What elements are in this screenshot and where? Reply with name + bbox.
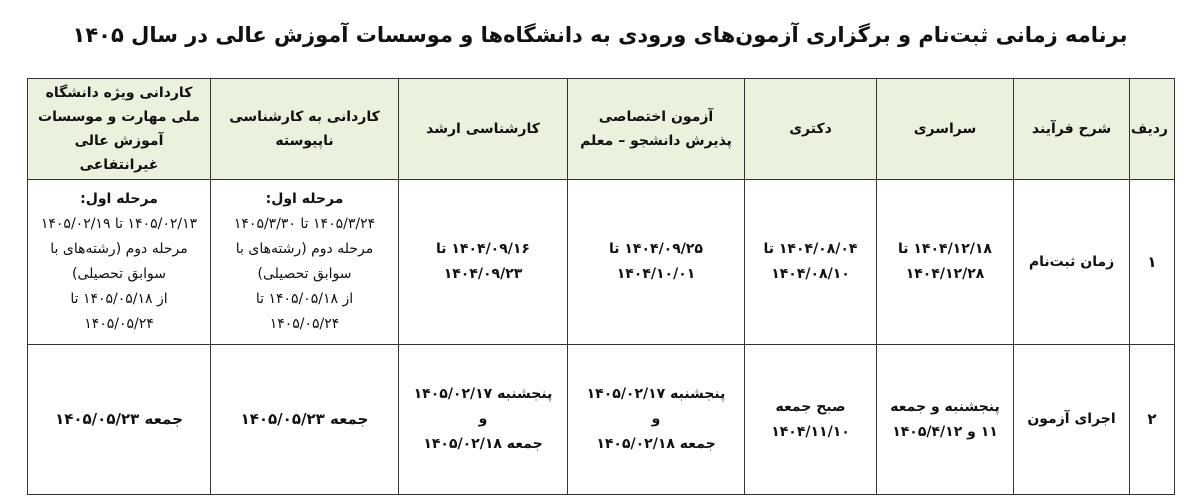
- cell-masters: [399, 180, 568, 345]
- row-process: اجرای آزمون: [1014, 345, 1130, 495]
- cell-line: مرحله اول:: [80, 191, 158, 207]
- cell-teacher: [568, 345, 745, 495]
- header-masters: کارشناسی ارشد: [399, 79, 568, 180]
- cell-associate-special: [28, 180, 211, 345]
- row-process: زمان ثبت‌نام: [1014, 180, 1130, 345]
- cell-line: ۱۴۰۵/۰۵/۲۴: [84, 316, 154, 332]
- cell-line: ۱۴۰۴/۰۸/۱۰: [771, 266, 850, 282]
- cell-line: مرحله دوم (رشته‌های با: [50, 241, 188, 257]
- cell-associate-to-bachelor: [211, 180, 399, 345]
- cell-line: صبح جمعه: [775, 398, 846, 415]
- cell-associate-to-bachelor: [211, 345, 399, 495]
- header-process: شرح فرآیند: [1014, 79, 1130, 180]
- cell-line: پنجشنبه ۱۴۰۵/۰۲/۱۷: [413, 386, 553, 402]
- cell-line: ۱۴۰۴/۱۰/۰۱: [616, 266, 696, 282]
- schedule-table: [27, 78, 1175, 495]
- cell-line: و: [478, 411, 488, 427]
- header-associate-special: کاردانی ویژه دانشگاه ملی مهارت و موسسات آموزش عالی غیرانتفاعی: [28, 79, 211, 180]
- cell-masters: [399, 345, 568, 495]
- cell-line: و: [651, 411, 661, 427]
- cell-line: ۱۴۰۵/۳/۲۴ تا ۱۴۰۵/۳/۳۰: [233, 216, 376, 232]
- cell-line: جمعه ۱۴۰۵/۰۵/۲۳: [240, 410, 369, 428]
- cell-line: ۱۴۰۴/۱۱/۱۰: [771, 423, 850, 440]
- row-index: ۲: [1130, 345, 1175, 495]
- cell-line: مرحله اول:: [265, 191, 344, 207]
- cell-line: از ۱۴۰۵/۰۵/۱۸ تا: [255, 291, 354, 307]
- cell-doctorate: [745, 180, 877, 345]
- cell-line: جمعه ۱۴۰۵/۰۲/۱۸: [596, 436, 716, 452]
- cell-sarasari: [877, 345, 1014, 495]
- header-teacher: آزمون اختصاصی پذیرش دانشجو – معلم: [568, 79, 745, 180]
- cell-line: ۱۴۰۵/۰۲/۱۳ تا ۱۴۰۵/۰۲/۱۹: [40, 216, 198, 232]
- cell-line: ۱۴۰۴/۰۹/۲۳: [443, 266, 523, 282]
- cell-line: سوابق تحصیلی): [257, 266, 352, 282]
- cell-line: جمعه ۱۴۰۵/۰۲/۱۸: [423, 436, 543, 452]
- table-row: [28, 345, 1175, 495]
- cell-line: ۱۴۰۵/۰۵/۲۴: [269, 316, 340, 332]
- cell-teacher: [568, 180, 745, 345]
- header-doctorate: دکتری: [745, 79, 877, 180]
- cell-line: ۱۴۰۴/۰۹/۲۵ تا: [609, 241, 703, 257]
- cell-line: ۱۴۰۴/۰۹/۱۶ تا: [436, 241, 530, 257]
- table-header-row: [28, 79, 1175, 180]
- cell-line: سوابق تحصیلی): [72, 266, 166, 282]
- cell-line: ۱۴۰۴/۱۲/۱۸ تا: [898, 241, 992, 257]
- cell-line: از ۱۴۰۵/۰۵/۱۸ تا: [70, 291, 168, 307]
- cell-associate-special: [28, 345, 211, 495]
- cell-line: مرحله دوم (رشته‌های با: [235, 241, 374, 257]
- page-title: برنامه زمانی ثبت‌نام و برگزاری آزمون‌های ورودی به دانشگاه‌ها و موسسات آموزش عالی در سال ۱۴۰۵: [72, 23, 1128, 47]
- cell-line: جمعه ۱۴۰۵/۰۵/۲۳: [55, 410, 183, 428]
- cell-sarasari: [877, 180, 1014, 345]
- header-associate-to-bachelor: کاردانی به کارشناسی ناپیوسته: [211, 79, 399, 180]
- row-index: ۱: [1130, 180, 1175, 345]
- cell-line: ۱۴۰۴/۰۸/۰۴ تا: [763, 241, 858, 257]
- cell-doctorate: [745, 345, 877, 495]
- cell-line: ۱۱ و ۱۴۰۵/۴/۱۲: [892, 423, 998, 440]
- header-index: ردیف: [1130, 79, 1175, 180]
- header-sarasari: سراسری: [877, 79, 1014, 180]
- cell-line: ۱۴۰۴/۱۲/۲۸: [905, 266, 985, 282]
- cell-line: پنجشنبه و جمعه: [890, 398, 1000, 415]
- table-row: [28, 180, 1175, 345]
- cell-line: پنجشنبه ۱۴۰۵/۰۲/۱۷: [586, 386, 726, 402]
